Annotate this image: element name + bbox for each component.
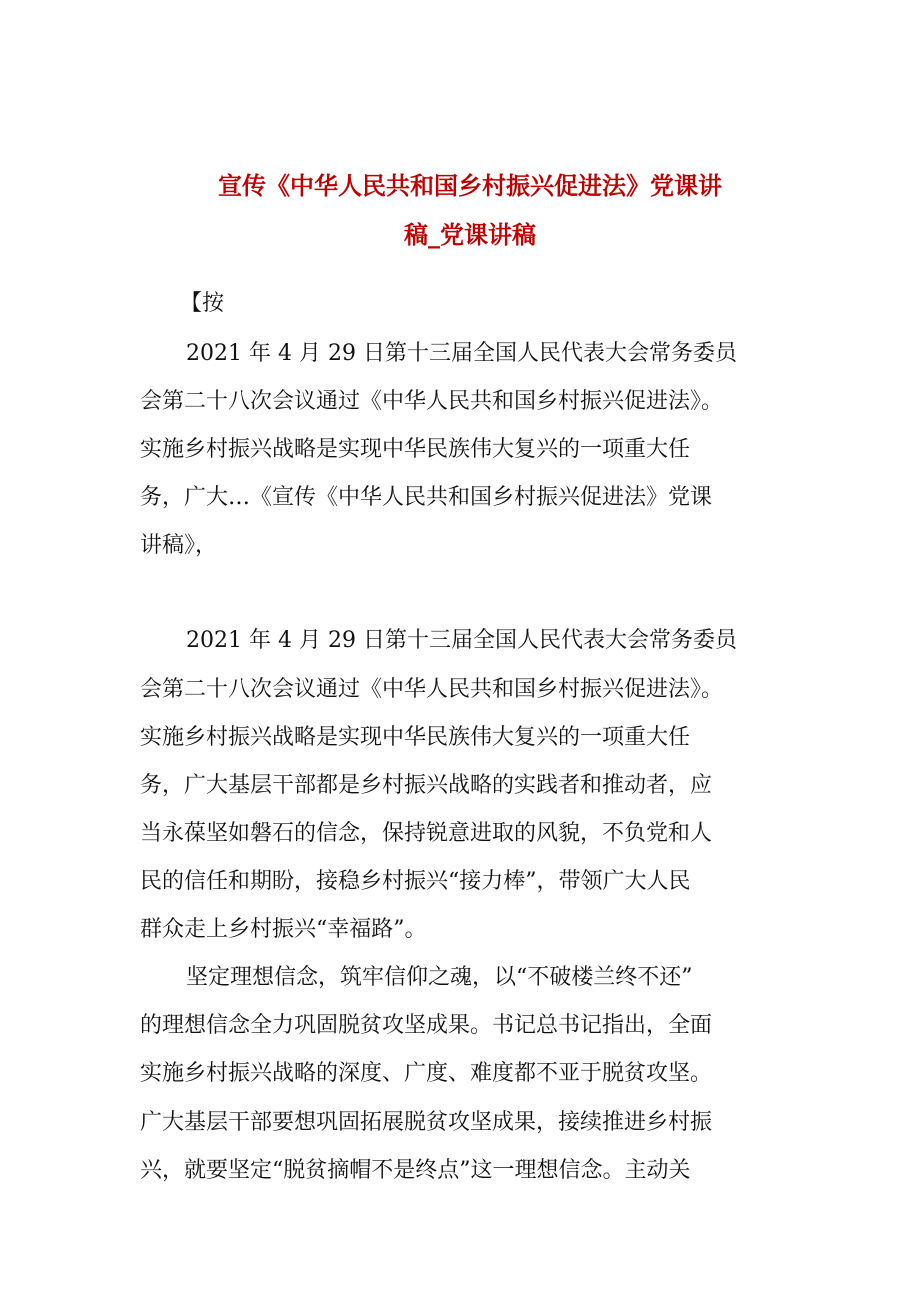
body-line-12: 兴，就要坚定“脱贫摘帽不是终点”这一理想信念。主动关	[140, 1158, 691, 1183]
body-line-3: 实施乡村振兴战略是实现中华民族伟大复兴的一项重大任	[140, 725, 691, 750]
summary-line-5: 讲稿》，	[140, 533, 218, 558]
body-line-11: 广大基层干部要想巩固拓展脱贫攻坚成果，接续推进乡村振	[140, 1110, 713, 1135]
body-line-10: 实施乡村振兴战略的深度、广度、难度都不亚于脱贫攻坚。	[140, 1061, 713, 1086]
summary-line-2: 会第二十八次会议通过《中华人民共和国乡村振兴促进法》。	[140, 389, 724, 414]
document-title-line-1: 宣传《中华人民共和国乡村振兴促进法》党课讲	[218, 171, 722, 200]
body-line-5: 当永葆坚如磐石的信念，保持锐意进取的风貌，不负党和人	[140, 821, 713, 846]
body-line-6: 民的信任和期盼，接稳乡村振兴“接力棒”，带领广大人民	[140, 869, 691, 894]
body-line-4: 务，广大基层干部都是乡村振兴战略的实践者和推动者，应	[140, 773, 713, 798]
body-line-8: 坚定理想信念，筑牢信仰之魂，以“不破楼兰终不还”	[186, 965, 693, 990]
bracket-note: 【按	[180, 291, 225, 316]
body-line-7: 群众走上乡村振兴“幸福路”。	[140, 917, 427, 942]
body-line-1: 2021 年 4 月 29 日第十三届全国人民代表大会常务委员	[186, 628, 737, 653]
body-line-2: 会第二十八次会议通过《中华人民共和国乡村振兴促进法》。	[140, 677, 724, 702]
summary-line-4: 务，广大…《宣传《中华人民共和国乡村振兴促进法》党课	[140, 485, 713, 510]
body-line-9: 的理想信念全力巩固脱贫攻坚成果。书记总书记指出，全面	[140, 1013, 713, 1038]
summary-line-3: 实施乡村振兴战略是实现中华民族伟大复兴的一项重大任	[140, 437, 691, 462]
document-title-line-2: 稿_党课讲稿	[404, 220, 536, 249]
summary-line-1: 2021 年 4 月 29 日第十三届全国人民代表大会常务委员	[186, 341, 737, 366]
